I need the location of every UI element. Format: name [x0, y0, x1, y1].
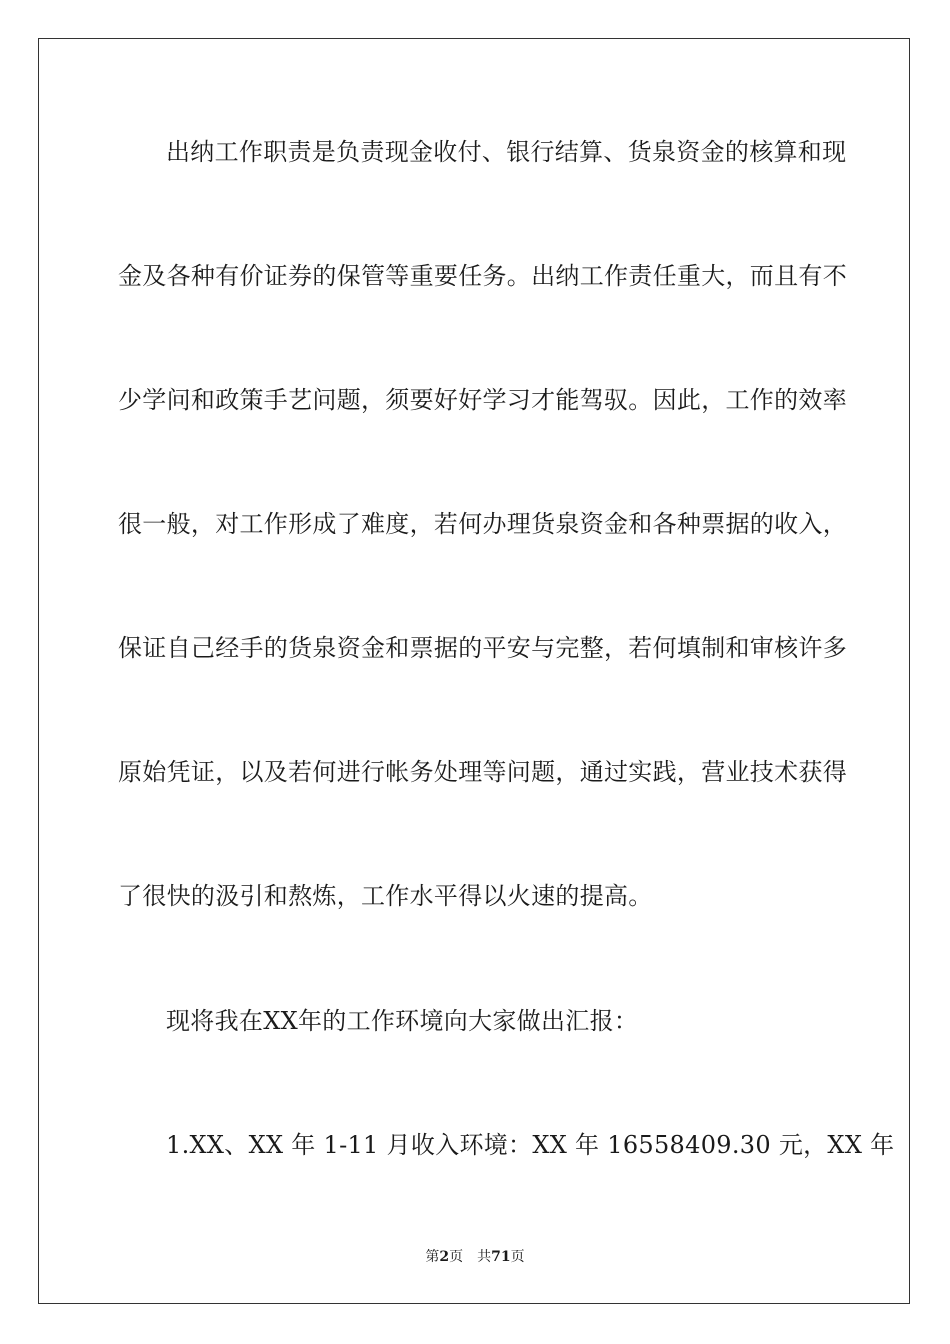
page-footer	[0, 1248, 950, 1266]
footer-page-suffix: 页	[449, 1249, 464, 1265]
footer-total-suffix: 页	[510, 1249, 525, 1265]
paragraph-line-4: 很一般，对工作形成了难度，若何办理货泉资金和各种票据的收入，	[118, 510, 847, 538]
paragraph-line-1: 出纳工作职责是负责现金收付、银行结算、货泉资金的核算和现	[166, 138, 847, 166]
footer-page-number: 2	[439, 1249, 450, 1265]
income-item-line: 1.XX、XX 年 1-11 月收入环境：XX 年 16558409.30 元，XX 年	[166, 1131, 895, 1159]
paragraph-line-3: 少学问和政策手艺问题，须要好好学习才能驾驭。因此，工作的效率	[118, 386, 847, 414]
footer-total-prefix: 共	[477, 1249, 492, 1265]
footer-total-pages: 71	[491, 1249, 511, 1265]
paragraph-line-2: 金及各种有价证券的保管等重要任务。出纳工作责任重大，而且有不	[118, 262, 847, 290]
footer-page-prefix: 第	[425, 1249, 440, 1265]
paragraph-line-7: 了很快的汲引和熬炼，工作水平得以火速的提高。	[118, 882, 653, 910]
report-intro-line: 现将我在XX年的工作环境向大家做出汇报：	[166, 1007, 639, 1035]
page-border	[38, 38, 910, 1304]
paragraph-line-5: 保证自己经手的货泉资金和票据的平安与完整，若何填制和审核许多	[118, 634, 847, 662]
paragraph-line-6: 原始凭证，以及若何进行帐务处理等问题，通过实践，营业技术获得	[118, 758, 847, 786]
